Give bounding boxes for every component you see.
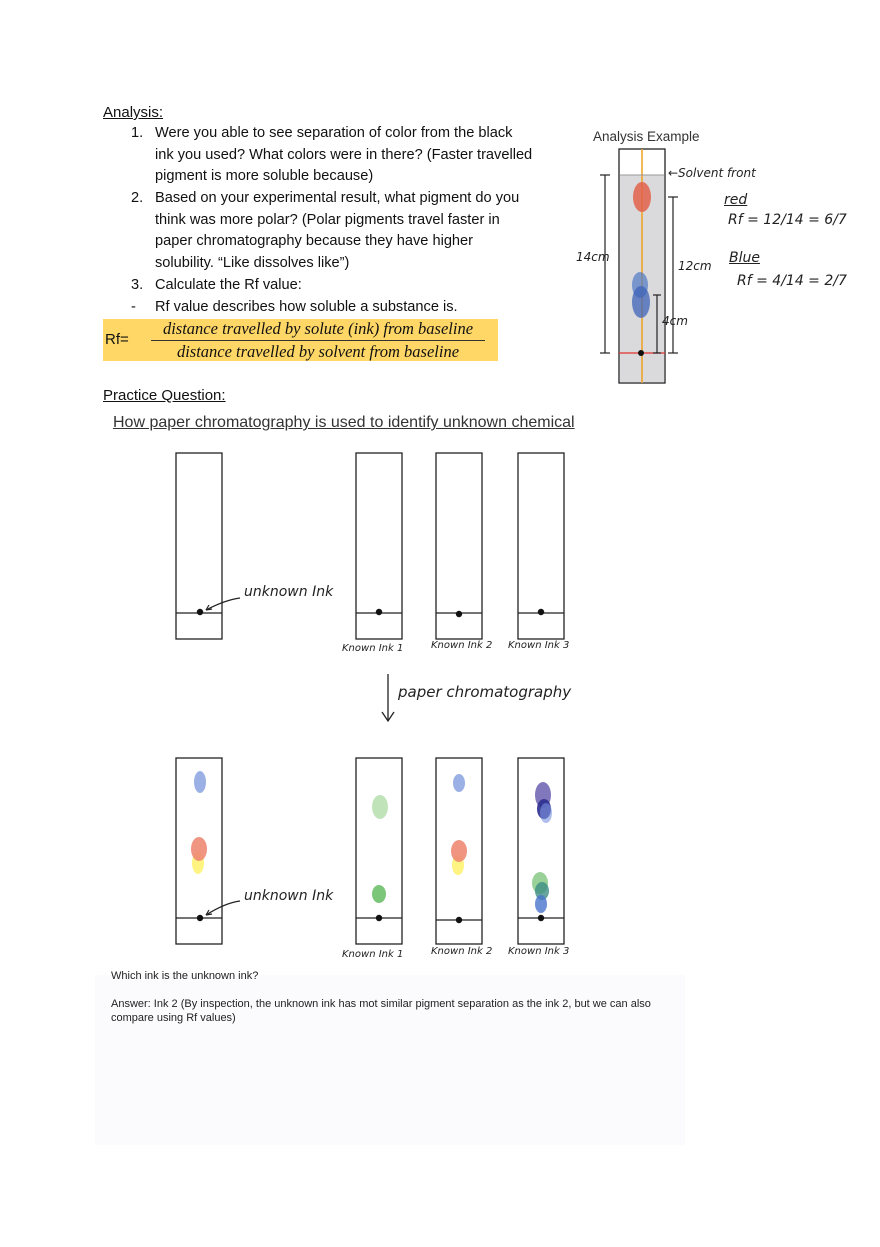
after-diagram	[170, 753, 590, 953]
rf-numerator: distance travelled by solute (ink) from baseline	[162, 319, 474, 338]
unknown-spot-before	[197, 609, 203, 615]
known-2-blue-spot	[453, 774, 465, 792]
unknown-red-spot	[191, 837, 207, 861]
known-2-spot-before	[456, 611, 462, 617]
before-diagram	[170, 448, 590, 658]
example-origin-dot	[638, 350, 644, 356]
rf-fraction	[139, 319, 497, 362]
known-3-blue-spot-top	[540, 803, 552, 823]
example-title: Analysis Example	[593, 129, 700, 144]
example-blue-spot-2	[632, 286, 650, 318]
process-arrow	[378, 672, 398, 724]
blue-label: Blue	[729, 250, 760, 266]
blue-rf-calc: Rf = 4/14 = 2/7	[737, 273, 847, 289]
known-2-red-spot	[451, 840, 467, 862]
unknown-blue-spot	[194, 771, 206, 793]
note-text: Rf value describes how soluble a substance is.	[155, 299, 458, 315]
solvent-front-label: ←Solvent front	[668, 166, 756, 180]
known-1-label-before: Known Ink 1	[342, 643, 404, 654]
rf-label: Rf=	[105, 331, 129, 348]
known-1-origin-after	[376, 915, 382, 921]
practice-title: Practice Question:	[103, 387, 226, 404]
known-3-blue-spot-bottom	[535, 895, 547, 913]
known-3-label-after: Known Ink 3	[508, 946, 570, 957]
known-1-spot-before	[376, 609, 382, 615]
known-1-label-after: Known Ink 1	[342, 949, 404, 960]
red-label: red	[724, 192, 748, 208]
process-label: paper chromatography	[398, 683, 572, 701]
question-list	[103, 123, 543, 323]
red-rf-calc: Rf = 12/14 = 6/7	[728, 212, 847, 228]
fraction-bar	[151, 340, 485, 341]
known-1-lightgreen-spot	[372, 795, 388, 819]
known-2-label-after: Known Ink 2	[431, 946, 493, 957]
question-1-text: Were you able to see separation of color from the black ink you used? What colors were in there? (Faster travelled pigment is more soluble because)	[155, 125, 533, 185]
known-3-label-before: Known Ink 3	[508, 640, 570, 651]
dim-12-label: 12cm	[678, 259, 712, 273]
question-1-number: 1.	[131, 125, 144, 141]
dim-14-label: 14cm	[576, 250, 610, 264]
question-3-text: Calculate the Rf value:	[155, 277, 302, 293]
unknown-arrow	[206, 598, 240, 610]
example-red-spot	[633, 182, 651, 212]
practice-question: Which ink is the unknown ink?	[111, 970, 259, 982]
practice-answer: Answer: Ink 2 (By inspection, the unknown ink has mot similar pigment separation as the ink 2, but we can also compare using Rf values)	[111, 998, 651, 1024]
known-3-origin-after	[538, 915, 544, 921]
rf-denominator: distance travelled by solvent from baseline	[176, 342, 460, 361]
unknown-label-before: unknown Ink	[244, 584, 334, 600]
practice-heading: How paper chromatography is used to identify unknown chemical	[113, 414, 575, 431]
dim-4-label: 4cm	[662, 314, 688, 328]
note-bullet: -	[131, 299, 136, 315]
known-1-green-spot	[372, 885, 386, 903]
rf-formula-box	[103, 319, 498, 361]
known-2-origin-after	[456, 917, 462, 923]
unknown-origin-after	[197, 915, 203, 921]
known-3-spot-before	[538, 609, 544, 615]
analysis-title: Analysis:	[103, 104, 164, 121]
known-2-label-before: Known Ink 2	[431, 640, 493, 651]
question-2-number: 2.	[131, 190, 144, 206]
question-2-text: Based on your experimental result, what pigment do you think was more polar? (Polar pigments travel faster in paper chromatography because they have higher solubility. “Like dissolves like”)	[155, 190, 520, 272]
question-3-number: 3.	[131, 277, 144, 293]
unknown-label-after: unknown Ink	[244, 888, 334, 904]
